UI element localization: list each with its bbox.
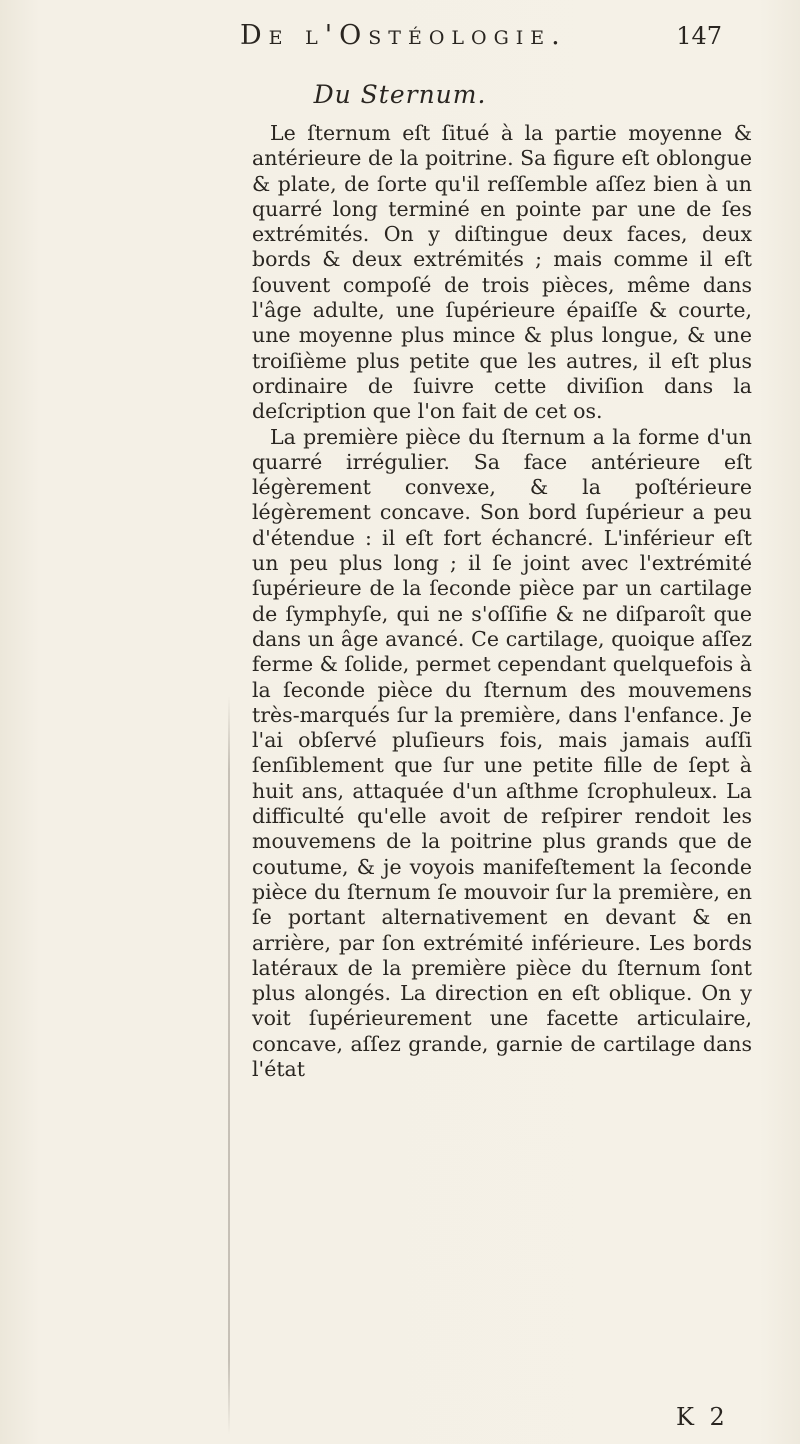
body-text: [252, 121, 752, 1082]
paragraph: Le ſternum eſt ſitué à la partie moyenne & antérieure de la poitrine. Sa figure eſt oblongue & plate, de ſorte qu'il reſſemble aſſez bien à un quarré long terminé en pointe par une de ſes extrémités. On y diſtingue deux faces, deux bords & deux extrémités ; mais comme il eſt ſouvent compoſé de trois pièces, même dans l'âge adulte, une ſupérieure épaiſſe & courte, une moyenne plus mince & plus longue, & une troiſième plus petite que les autres, il eſt plus ordinaire de ſuivre cette diviſion dans la deſcription que l'on fait de cet os.: [252, 121, 752, 424]
running-head: [240, 20, 740, 60]
signature-mark: K 2: [676, 1403, 729, 1431]
page-number: 147: [676, 22, 722, 50]
paragraph: La première pièce du ſternum a la forme d'un quarré irrégulier. Sa face antérieure eſt légèrement convexe, & la poſtérieure légèrement concave. Son bord ſupérieur a peu d'étendue : il eſt fort échancré. L'inférieur eſt un peu plus long ; il ſe joint avec l'extrémité ſupérieure de la ſeconde pièce par un cartilage de ſymphyſe, qui ne s'oſſifie & ne diſparoît que dans un âge avancé. Ce cartilage, quoique aſſez ferme & ſolide, permet cependant quelquefois à la ſeconde pièce du ſternum des mouvemens très-marqués ſur la première, dans l'enfance. Je l'ai obſervé pluſieurs fois, mais jamais auſſi ſenſiblement que ſur une petite fille de ſept à huit ans, attaquée d'un aſthme ſcrophuleux. La difficulté qu'elle avoit de reſpirer rendoit les mouvemens de la poitrine plus grands que de coutume, & je voyois manifeſtement la ſeconde pièce du ſternum ſe mouvoir ſur la première, en ſe portant alternativement en devant & en arrière, par ſon extrémité inférieure. Les bords latéraux de la première pièce du ſternum ſont plus alongés. La direction en eſt oblique. On y voit ſupérieurement une facette articulaire, concave, aſſez grande, garnie de cartilage dans l'état: [252, 424, 752, 1081]
page-edge-shadow: [228, 695, 230, 1435]
running-title: De l'Ostéologie.: [240, 20, 567, 51]
section-title: Du Sternum.: [313, 80, 487, 109]
